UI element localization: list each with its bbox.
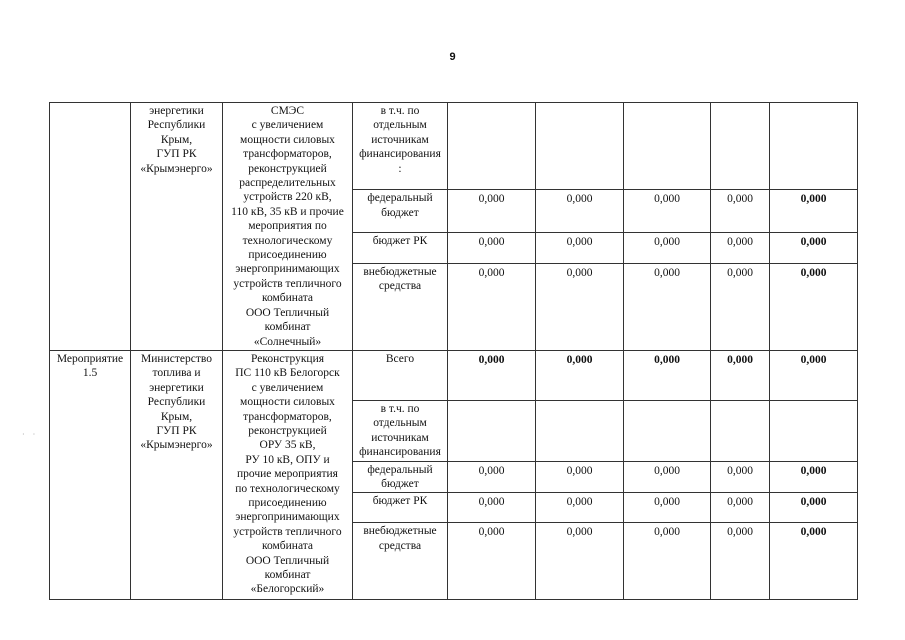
- value-cell: 0,000: [624, 350, 711, 400]
- value-cell: 0,000: [536, 461, 624, 493]
- executor-text: Министерство топлива и энергетики Республики Крым, ГУП РК «Крымэнерго»: [140, 352, 213, 452]
- source-text: федеральный бюджет: [367, 192, 433, 219]
- object-text: СМЭС с увеличением мощности силовых трансформаторов, реконструкцией распределительных устройств 220 кВ, 110 кВ, 35 кВ и прочие мероприятия по технологическому присоединению энергопринимающих устройств тепличного комбината ООО Тепличный комбинат «Солнечный»: [231, 105, 344, 348]
- value-cell: 0,000: [536, 350, 624, 400]
- value-cell: 0,000: [624, 263, 711, 350]
- value-cell: 0,000: [624, 523, 711, 600]
- value-cell: 0,000: [536, 233, 624, 263]
- executor-cell: [131, 103, 223, 351]
- value-cell: 0,000: [770, 523, 858, 600]
- source-text: внебюджетные средства: [363, 265, 437, 292]
- value-cell: 0,000: [770, 493, 858, 523]
- measure-label: Мероприятие 1.5: [56, 352, 124, 380]
- source-cell: [353, 493, 448, 523]
- value-cell: [448, 103, 536, 190]
- source-text: федеральный бюджет: [367, 463, 433, 490]
- value-cell: [624, 103, 711, 190]
- source-cell: [353, 400, 448, 461]
- value-cell: 0,000: [770, 190, 858, 233]
- value-cell: 0,000: [448, 233, 536, 263]
- value-cell: [448, 400, 536, 461]
- value-cell: 0,000: [536, 263, 624, 350]
- value-cell: [770, 400, 858, 461]
- value-cell: 0,000: [711, 493, 770, 523]
- source-text: бюджет РК: [372, 235, 428, 248]
- value-cell: 0,000: [448, 461, 536, 493]
- value-cell: 0,000: [711, 350, 770, 400]
- value-cell: [536, 400, 624, 461]
- object-text: Реконструкция ПС 110 кВ Белогорск с увеличением мощности силовых трансформаторов, реконструкцией ОРУ 35 кВ, РУ 10 кВ, ОПУ и прочие мероприятия по технологическому присоединению энергопринимающих устройств тепличного комбината ООО Тепличный комбинат «Белогорский»: [233, 352, 342, 596]
- financing-table: [49, 102, 858, 600]
- value-cell: 0,000: [624, 190, 711, 233]
- value-cell: 0,000: [536, 523, 624, 600]
- value-cell: 0,000: [448, 523, 536, 600]
- object-cell: [223, 103, 353, 351]
- source-text: внебюджетные средства: [363, 525, 437, 552]
- source-text: бюджет РК: [372, 495, 428, 508]
- executor-text: энергетики Республики Крым, ГУП РК «Крымэнерго»: [140, 105, 213, 175]
- measure-label-cell: [50, 350, 131, 599]
- source-cell: [353, 233, 448, 263]
- value-cell: 0,000: [770, 233, 858, 263]
- scan-speck-marks: · ·: [22, 430, 39, 439]
- value-cell: [711, 400, 770, 461]
- value-cell: 0,000: [711, 461, 770, 493]
- measure-label-cell: [50, 103, 131, 351]
- value-cell: 0,000: [711, 190, 770, 233]
- value-cell: 0,000: [711, 233, 770, 263]
- page-number: 9: [449, 51, 456, 63]
- executor-cell: [131, 350, 223, 599]
- value-cell: 0,000: [448, 263, 536, 350]
- value-cell: 0,000: [624, 461, 711, 493]
- value-cell: [624, 400, 711, 461]
- source-cell: [353, 263, 448, 350]
- table-row: [50, 350, 858, 400]
- table-row: [50, 103, 858, 190]
- value-cell: 0,000: [711, 523, 770, 600]
- source-text: Всего: [385, 352, 415, 365]
- value-cell: [536, 103, 624, 190]
- value-cell: 0,000: [711, 263, 770, 350]
- source-cell: [353, 190, 448, 233]
- source-text: в т.ч. по отдельным источникам финансирования: [359, 402, 441, 459]
- value-cell: 0,000: [624, 233, 711, 263]
- value-cell: [711, 103, 770, 190]
- value-cell: 0,000: [448, 350, 536, 400]
- source-cell: [353, 350, 448, 400]
- value-cell: 0,000: [448, 190, 536, 233]
- source-cell: [353, 461, 448, 493]
- source-text: в т.ч. по отдельным источникам финансирования :: [359, 105, 441, 175]
- source-cell: [353, 523, 448, 600]
- value-cell: 0,000: [770, 461, 858, 493]
- value-cell: 0,000: [536, 190, 624, 233]
- value-cell: 0,000: [448, 493, 536, 523]
- object-cell: [223, 350, 353, 599]
- value-cell: 0,000: [770, 263, 858, 350]
- value-cell: 0,000: [770, 350, 858, 400]
- value-cell: [770, 103, 858, 190]
- value-cell: 0,000: [536, 493, 624, 523]
- source-cell: [353, 103, 448, 190]
- value-cell: 0,000: [624, 493, 711, 523]
